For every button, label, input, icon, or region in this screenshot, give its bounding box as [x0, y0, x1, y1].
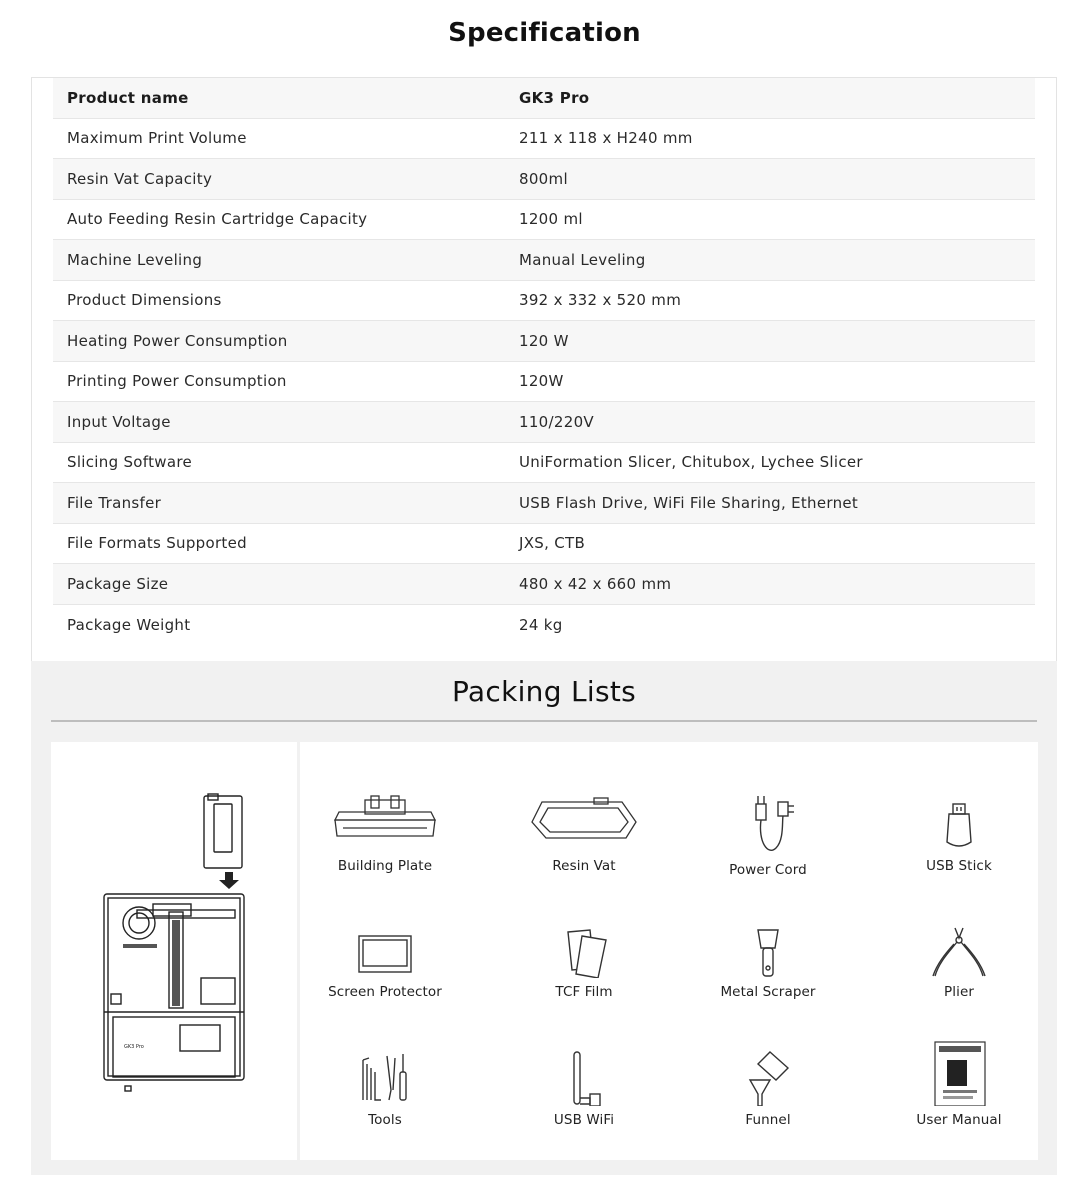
table-row [53, 321, 1035, 362]
spec-value: 120 W [519, 331, 569, 350]
list-item [683, 792, 853, 878]
table-row [53, 78, 1035, 119]
spec-key: Package Weight [67, 615, 191, 634]
item-label: Metal Scraper [720, 984, 816, 1000]
spec-key: Input Voltage [67, 412, 171, 431]
table-row [53, 524, 1035, 565]
list-item [499, 1050, 669, 1128]
spec-key: Auto Feeding Resin Cartridge Capacity [67, 210, 368, 229]
spec-value: 24 kg [519, 615, 563, 634]
item-label: User Manual [916, 1112, 1002, 1128]
list-item [874, 924, 1044, 1000]
tools-icon [325, 1050, 445, 1106]
spec-value: 392 x 332 x 520 mm [519, 291, 682, 310]
usb-wifi-icon [524, 1050, 644, 1106]
table-row [53, 200, 1035, 241]
table-row [53, 362, 1035, 403]
item-label: TCF Film [555, 984, 613, 1000]
list-item [499, 792, 669, 874]
spec-value: UniFormation Slicer, Chitubox, Lychee Slicer [519, 453, 863, 472]
spec-key: Slicing Software [67, 453, 192, 472]
list-item [300, 928, 470, 1000]
packing-items-grid [300, 742, 1038, 1160]
usb-stick-icon [899, 792, 1019, 852]
spec-key: Heating Power Consumption [67, 331, 288, 350]
item-label: Plier [944, 984, 974, 1000]
table-row [53, 159, 1035, 200]
spec-key: Product Dimensions [67, 291, 222, 310]
list-item [499, 928, 669, 1000]
table-row [53, 402, 1035, 443]
item-label: Tools [368, 1112, 402, 1128]
metal-scraper-icon [708, 924, 828, 978]
table-row [53, 483, 1035, 524]
spec-value: 110/220V [519, 412, 594, 431]
spec-key: Maximum Print Volume [67, 129, 247, 148]
svg-text:GK3 Pro: GK3 Pro [124, 1044, 144, 1050]
item-label: Funnel [745, 1112, 791, 1128]
item-label: Building Plate [337, 858, 433, 874]
item-label: USB Stick [926, 858, 992, 874]
screen-protector-icon [325, 928, 445, 978]
item-label: Resin Vat [552, 858, 616, 874]
power-cord-icon [708, 792, 828, 856]
spec-value: GK3 Pro [519, 88, 590, 107]
table-row [53, 605, 1035, 646]
spec-key: File Transfer [67, 493, 162, 512]
spec-value: 120W [519, 372, 564, 391]
spec-value: JXS, CTB [519, 534, 586, 553]
item-label: Screen Protector [328, 984, 442, 1000]
spec-value: 800ml [519, 169, 568, 188]
item-label: Power Cord [729, 862, 807, 878]
printer-image-card [51, 742, 297, 1160]
packing-list-title: Packing Lists [451, 675, 637, 708]
spec-key: Printing Power Consumption [67, 372, 287, 391]
divider [51, 720, 1037, 722]
specification-table [53, 78, 1035, 645]
spec-value: 480 x 42 x 660 mm [519, 574, 672, 593]
table-row [53, 240, 1035, 281]
funnel-icon [708, 1050, 828, 1106]
building-plate-icon [325, 792, 445, 852]
spec-key: Product name [67, 88, 189, 107]
list-item [874, 792, 1044, 874]
spec-value: USB Flash Drive, WiFi File Sharing, Ethernet [519, 493, 859, 512]
spec-value: 211 x 118 x H240 mm [519, 129, 693, 148]
specification-title: Specification [448, 18, 641, 48]
spec-key: File Formats Supported [67, 534, 247, 553]
list-item [874, 1040, 1044, 1128]
packing-list-section [31, 661, 1057, 1175]
table-row [53, 564, 1035, 605]
table-row [53, 281, 1035, 322]
user-manual-icon [899, 1040, 1019, 1106]
plier-icon [899, 924, 1019, 978]
table-row [53, 443, 1035, 484]
spec-key: Machine Leveling [67, 250, 203, 269]
item-label: USB WiFi [553, 1112, 615, 1128]
spec-key: Resin Vat Capacity [67, 169, 213, 188]
table-row [53, 119, 1035, 160]
list-item [683, 924, 853, 1000]
list-item [300, 792, 470, 874]
spec-value: 1200 ml [519, 210, 583, 229]
tcf-film-icon [524, 928, 644, 978]
printer-illustration [51, 742, 297, 1160]
spec-key: Package Size [67, 574, 169, 593]
resin-vat-icon [524, 792, 644, 852]
list-item [683, 1050, 853, 1128]
specification-table-container [31, 77, 1057, 662]
spec-value: Manual Leveling [519, 250, 646, 269]
list-item [300, 1050, 470, 1128]
